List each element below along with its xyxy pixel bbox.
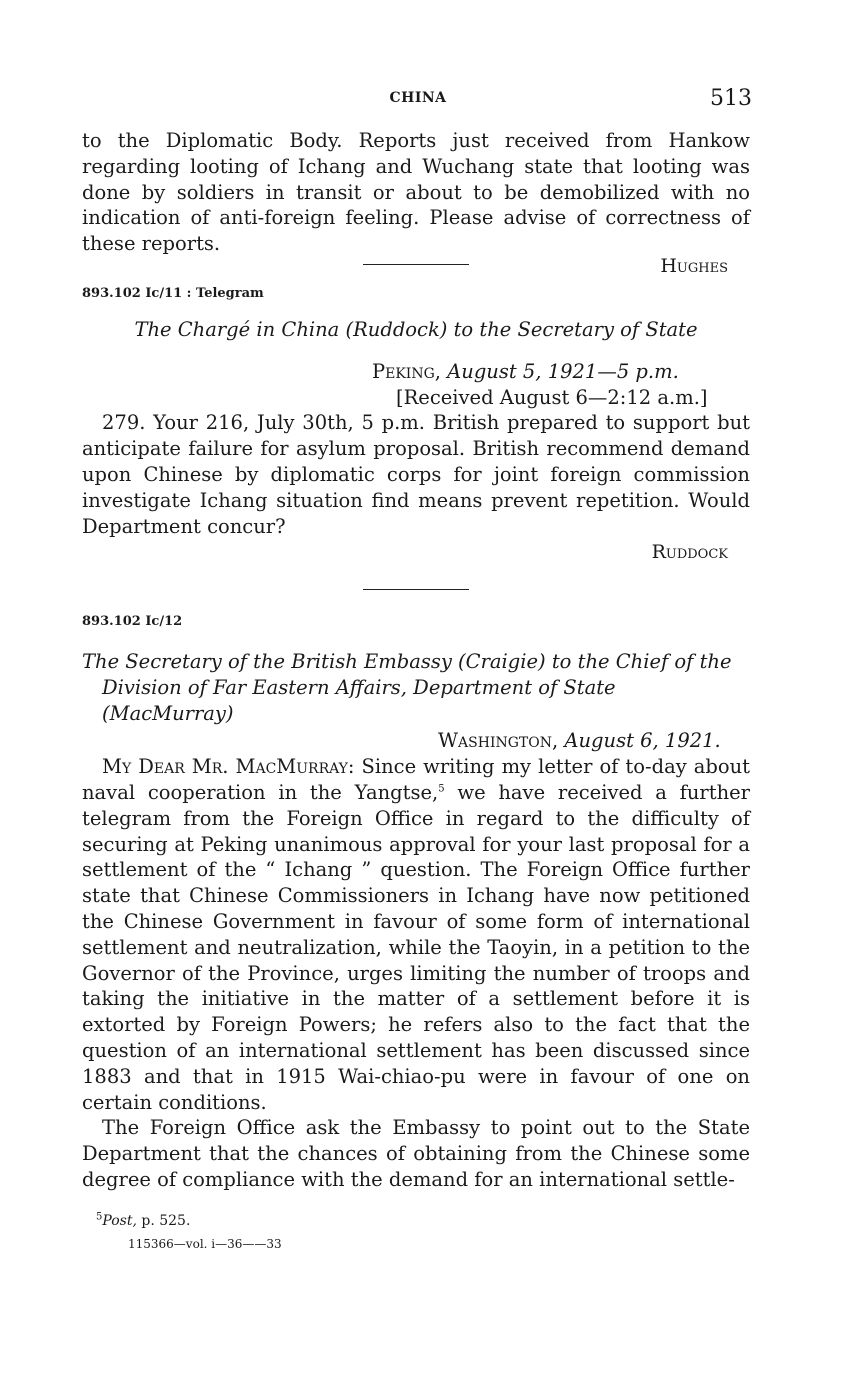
file-number: 893.102 Ic/11 : Telegram: [82, 286, 264, 301]
place: Washington,: [438, 729, 559, 753]
date: August 6, 1921.: [564, 729, 721, 753]
document-heading: The Chargé in China (Ruddock) to the Secretary of State: [134, 318, 698, 341]
footnote-5: $^5$Post, p. 525.: [96, 1211, 191, 1229]
footnotes: [82, 1213, 750, 1251]
signature-hughes: Hughes: [660, 254, 728, 277]
page-number: 513: [710, 86, 752, 111]
dateline: [82, 359, 750, 385]
document-heading: The Secretary of the British Embassy (Craigie) to the Chief of the Division of Far Eastern Affairs, Department of State (MacMurray): [82, 650, 732, 725]
footnote-reference: 5: [438, 783, 445, 795]
salutation: My Dear Mr. MacMurray:: [102, 755, 355, 779]
running-head: CHINA: [389, 90, 447, 106]
continuation-block: [82, 128, 750, 277]
continuation-paragraph: to the Diplomatic Body. Reports just received from Hankow regarding looting of Ichang and Wuchang state that looting was done by soldiers in transit or about to be demobilized with no indication of anti-foreign feeling. Please advise of correctness of these reports.: [82, 129, 750, 256]
file-number: 893.102 Ic/12: [82, 614, 183, 629]
dateline: [82, 728, 750, 754]
divider: [82, 264, 750, 265]
received-note: [Received August 6—2:12 a.m.]: [396, 385, 708, 409]
letter-paragraph-2: The Foreign Office ask the Embassy to point out to the State Department that the chances of obtaining from the Chinese some degree of compliance with the demand for an international settle-: [82, 1116, 750, 1191]
letter-paragraph-1: My Dear Mr. MacMurray: Since writing my letter of to-day about naval cooperation in the Yangtse,$^5$ we have received a further telegram from the Foreign Office in regard to the difficulty of securing at Peking unanimous approval for your last proposal for a settlement of the “ Ichang ” question. The Foreign Office further state that Chinese Commissioners in Ichang have now petitioned the Chinese Government in favour of some form of international settlement and neutralization, while the Taoyin, in a petition to the Governor of the Province, urges limiting the number of troops and taking the initiative in the matter of a settlement before it is extorted by Foreign Powers; he refers also to the fact that the question of an international settlement has been discussed since 1883 and that in 1915 Wai-chiao-pu were in favour of one on certain conditions.: [82, 755, 750, 1114]
place: Peking,: [372, 359, 441, 383]
print-line: 115366—vol. i—36——33: [128, 1237, 282, 1251]
divider: [82, 589, 750, 590]
signature-ruddock: Ruddock: [651, 541, 728, 564]
letter-craigie: [82, 614, 750, 1193]
date: August 5, 1921—5 p.m.: [447, 359, 679, 383]
telegram-ruddock: [82, 286, 750, 563]
telegram-body: 279. Your 216, July 30th, 5 p.m. British prepared to support but anticipate failure for asylum proposal. British recommend demand upon Chinese by diplomatic corps for joint foreign commission investigate Ichang situation find means prevent repetition. Would Department concur?: [82, 411, 750, 538]
